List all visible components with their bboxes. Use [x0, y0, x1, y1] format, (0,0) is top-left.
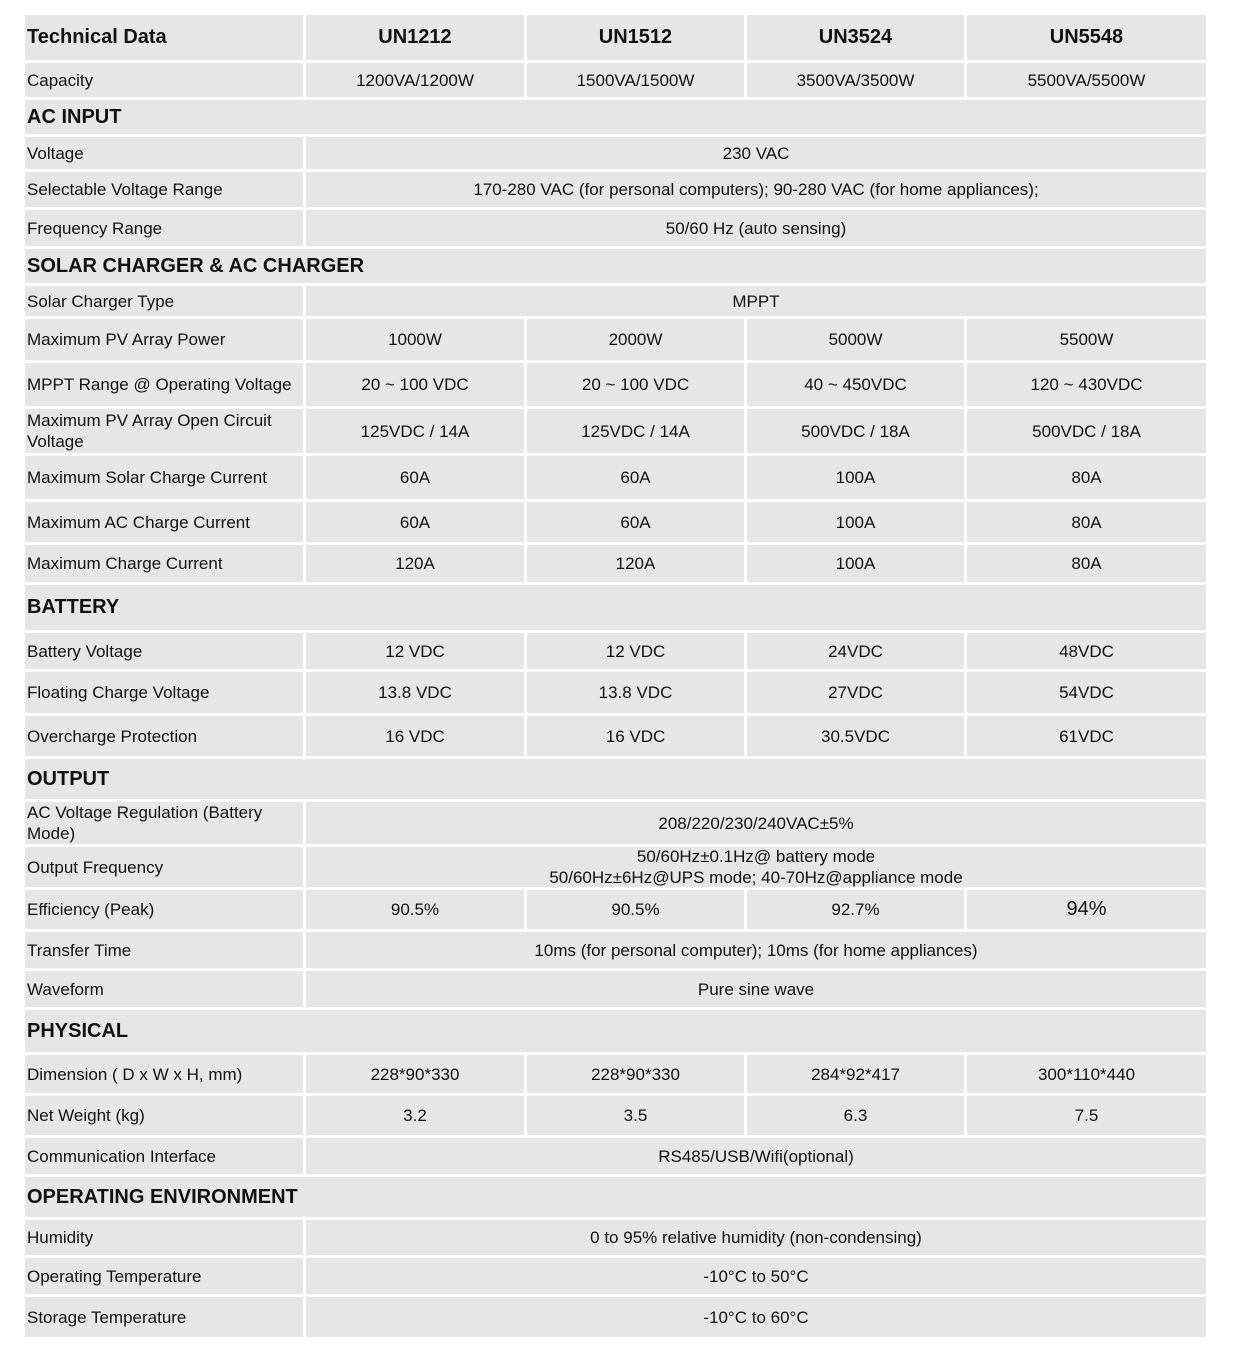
- row-label: Maximum PV Array Power: [25, 319, 303, 360]
- table-cell: 90.5%: [527, 890, 744, 929]
- table-cell: 5000W: [747, 319, 964, 360]
- table-row: [25, 802, 1206, 844]
- table-cell: 80A: [967, 502, 1206, 542]
- row-label: Output Frequency: [25, 847, 303, 887]
- table-cell: 30.5VDC: [747, 716, 964, 756]
- table-title: Technical Data: [25, 15, 303, 60]
- table-row: [25, 545, 1206, 582]
- table-cell: 500VDC / 18A: [747, 409, 964, 453]
- section-title: OPERATING ENVIRONMENT: [25, 1177, 1206, 1217]
- table-cell: 80A: [967, 545, 1206, 582]
- table-cell: -10°C to 60°C: [306, 1297, 1206, 1337]
- table-cell: 2000W: [527, 319, 744, 360]
- table-cell: 12 VDC: [306, 633, 524, 669]
- table-cell: 1500VA/1500W: [527, 63, 744, 97]
- table-cell: 300*110*440: [967, 1055, 1206, 1093]
- table-cell: 60A: [306, 456, 524, 499]
- section-header-row: [25, 100, 1206, 134]
- table-cell: 284*92*417: [747, 1055, 964, 1093]
- row-label: Floating Charge Voltage: [25, 672, 303, 713]
- table-cell: 20 ~ 100 VDC: [306, 363, 524, 406]
- table-row: [25, 1096, 1206, 1135]
- table-cell: 80A: [967, 456, 1206, 499]
- table-cell: 0 to 95% relative humidity (non-condensing): [306, 1220, 1206, 1255]
- row-label: Storage Temperature: [25, 1297, 303, 1337]
- table-cell: 1200VA/1200W: [306, 63, 524, 97]
- row-label: MPPT Range @ Operating Voltage: [25, 363, 303, 406]
- table-row: [25, 847, 1206, 887]
- table-cell: 125VDC / 14A: [527, 409, 744, 453]
- table-cell: MPPT: [306, 286, 1206, 316]
- table-cell: 48VDC: [967, 633, 1206, 669]
- table-cell: 6.3: [747, 1096, 964, 1135]
- table-cell: 27VDC: [747, 672, 964, 713]
- table-row: [25, 409, 1206, 453]
- table-cell: 61VDC: [967, 716, 1206, 756]
- model-header: UN1512: [527, 15, 744, 60]
- table-row: [25, 1055, 1206, 1093]
- table-cell: 100A: [747, 456, 964, 499]
- table-cell: Pure sine wave: [306, 971, 1206, 1007]
- section-header-row: [25, 585, 1206, 630]
- table-cell: 20 ~ 100 VDC: [527, 363, 744, 406]
- table-cell: 60A: [306, 502, 524, 542]
- row-label: Solar Charger Type: [25, 286, 303, 316]
- section-title: BATTERY: [25, 585, 1206, 630]
- table-row: [25, 286, 1206, 316]
- row-label: Efficiency (Peak): [25, 890, 303, 929]
- table-row: [25, 210, 1206, 246]
- table-row: [25, 932, 1206, 968]
- section-title: SOLAR CHARGER & AC CHARGER: [25, 249, 1206, 283]
- row-label: Communication Interface: [25, 1138, 303, 1174]
- section-header-row: [25, 1010, 1206, 1052]
- table-row: [25, 1297, 1206, 1337]
- table-cell: 60A: [527, 456, 744, 499]
- table-cell: 12 VDC: [527, 633, 744, 669]
- table-row: [25, 456, 1206, 499]
- table-cell: 3.2: [306, 1096, 524, 1135]
- row-label: Voltage: [25, 137, 303, 169]
- section-header-row: [25, 1177, 1206, 1217]
- table-row: [25, 672, 1206, 713]
- table-cell: 100A: [747, 545, 964, 582]
- table-cell: 40 ~ 450VDC: [747, 363, 964, 406]
- table-cell: 92.7%: [747, 890, 964, 929]
- row-label: Capacity: [25, 63, 303, 97]
- table-cell: 125VDC / 14A: [306, 409, 524, 453]
- row-label: Maximum Solar Charge Current: [25, 456, 303, 499]
- section-title: OUTPUT: [25, 759, 1206, 799]
- output-frequency-line: 50/60Hz±0.1Hz@ battery mode: [636, 847, 876, 866]
- row-label: AC Voltage Regulation (Battery Mode): [25, 802, 303, 844]
- table-cell: 170-280 VAC (for personal computers); 90-280 VAC (for home appliances);: [306, 172, 1206, 207]
- table-row: [25, 971, 1206, 1007]
- technical-data-table: [25, 15, 1206, 1340]
- model-header: UN1212: [306, 15, 524, 60]
- table-row: [25, 319, 1206, 360]
- table-row: [25, 502, 1206, 542]
- row-label: Dimension ( D x W x H, mm): [25, 1055, 303, 1093]
- table-cell: 120A: [527, 545, 744, 582]
- table-cell: 1000W: [306, 319, 524, 360]
- table-cell: 94%: [967, 890, 1206, 929]
- table-row: [25, 172, 1206, 207]
- table-cell: 3500VA/3500W: [747, 63, 964, 97]
- row-label: Battery Voltage: [25, 633, 303, 669]
- table-cell: 90.5%: [306, 890, 524, 929]
- table-row: [25, 890, 1206, 929]
- row-label: Maximum PV Array Open Circuit Voltage: [25, 409, 303, 453]
- table-row: [25, 1220, 1206, 1255]
- table-cell: [306, 847, 1206, 887]
- table-row: [25, 137, 1206, 169]
- table-cell: 7.5: [967, 1096, 1206, 1135]
- row-label: Waveform: [25, 971, 303, 1007]
- table-row: [25, 633, 1206, 669]
- table-row: [25, 1138, 1206, 1174]
- table-cell: 13.8 VDC: [527, 672, 744, 713]
- row-label: Net Weight (kg): [25, 1096, 303, 1135]
- row-label: Operating Temperature: [25, 1258, 303, 1294]
- table-cell: 100A: [747, 502, 964, 542]
- table-cell: 10ms (for personal computer); 10ms (for home appliances): [306, 932, 1206, 968]
- model-header: UN5548: [967, 15, 1206, 60]
- row-label: Frequency Range: [25, 210, 303, 246]
- table-row: [25, 716, 1206, 756]
- table-cell: 230 VAC: [306, 137, 1206, 169]
- section-header-row: [25, 759, 1206, 799]
- model-header: UN3524: [747, 15, 964, 60]
- table-cell: 24VDC: [747, 633, 964, 669]
- table-cell: 228*90*330: [527, 1055, 744, 1093]
- table-row: [25, 363, 1206, 406]
- row-label: Humidity: [25, 1220, 303, 1255]
- table-cell: 120A: [306, 545, 524, 582]
- table-cell: 54VDC: [967, 672, 1206, 713]
- table-cell: RS485/USB/Wifi(optional): [306, 1138, 1206, 1174]
- row-label: Maximum Charge Current: [25, 545, 303, 582]
- table-cell: 120 ~ 430VDC: [967, 363, 1206, 406]
- table-cell: -10°C to 50°C: [306, 1258, 1206, 1294]
- row-label: Maximum AC Charge Current: [25, 502, 303, 542]
- table-cell: 60A: [527, 502, 744, 542]
- table-cell: 5500VA/5500W: [967, 63, 1206, 97]
- row-label: Selectable Voltage Range: [25, 172, 303, 207]
- table-cell: 208/220/230/240VAC±5%: [306, 802, 1206, 844]
- table-cell: 16 VDC: [306, 716, 524, 756]
- table-header-row: [25, 15, 1206, 60]
- table-row: [25, 63, 1206, 97]
- section-header-row: [25, 249, 1206, 283]
- row-label: Transfer Time: [25, 932, 303, 968]
- output-frequency-line: 50/60Hz±6Hz@UPS mode; 40-70Hz@appliance mode: [549, 868, 963, 887]
- section-title: AC INPUT: [25, 100, 1206, 134]
- table-cell: 228*90*330: [306, 1055, 524, 1093]
- section-title: PHYSICAL: [25, 1010, 1206, 1052]
- table-cell: 13.8 VDC: [306, 672, 524, 713]
- table-cell: 3.5: [527, 1096, 744, 1135]
- table-cell: 5500W: [967, 319, 1206, 360]
- table-cell: 500VDC / 18A: [967, 409, 1206, 453]
- table-cell: 16 VDC: [527, 716, 744, 756]
- row-label: Overcharge Protection: [25, 716, 303, 756]
- table-cell: 50/60 Hz (auto sensing): [306, 210, 1206, 246]
- table-row: [25, 1258, 1206, 1294]
